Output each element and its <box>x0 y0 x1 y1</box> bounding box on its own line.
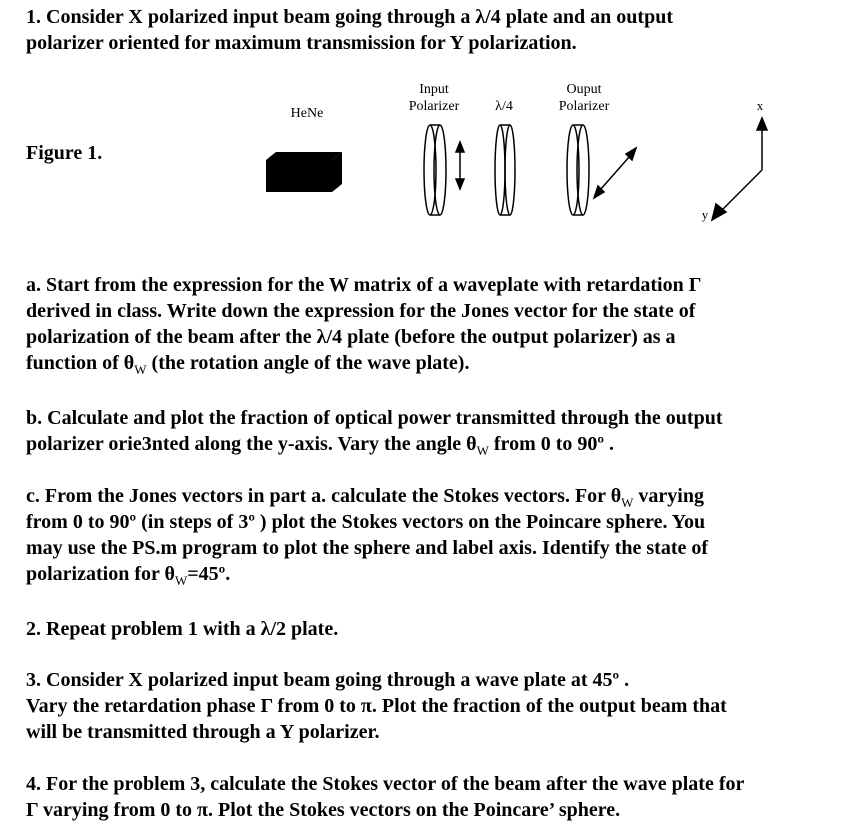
x-axis-label: x <box>756 98 764 113</box>
diagonal-polarization-arrow <box>594 148 636 198</box>
part-b-line2: polarizer orie3nted along the y-axis. Vary the angle $\theta_W$ from 0 to 90º . <box>26 433 614 458</box>
problem1-line2: polarizer oriented for maximum transmission for Y polarization. <box>26 32 577 54</box>
hene-laser <box>266 152 342 192</box>
input-polarizer-label-line2: Polarizer <box>408 99 460 114</box>
part-c-line2: from 0 to 90º (in steps of 3º ) plot the Stokes vectors on the Poincare sphere. You <box>26 511 706 533</box>
input-polarizer-label-line1: Input <box>419 82 449 97</box>
part-b-line1: b. Calculate and plot the fraction of optical power transmitted through the output <box>26 407 723 429</box>
laser-label: HeNe <box>290 106 324 121</box>
optical-setup-diagram <box>0 0 867 260</box>
quarter-wave-plate <box>495 125 515 215</box>
vertical-polarization-arrow <box>456 142 464 189</box>
problem3-line3: will be transmitted through a Y polarizer. <box>26 721 380 743</box>
part-c-line1: c. From the Jones vectors in part a. calculate the Stokes vectors. For $\theta_W$ varying <box>26 485 704 510</box>
input-polarizer <box>424 125 446 215</box>
part-c-line3: may use the PS.m program to plot the sphere and label axis. Identify the state of <box>26 537 709 559</box>
problem2-line1: 2. Repeat problem 1 with a λ/2 plate. <box>26 618 339 640</box>
figure-label: Figure 1. <box>26 142 103 164</box>
part-a-line2: derived in class. Write down the expression for the Jones vector for the state of <box>26 300 696 322</box>
y-axis-label: y <box>701 207 709 222</box>
problem3-line1: 3. Consider X polarized input beam going through a wave plate at 45º . <box>26 669 630 691</box>
part-a-line1: a. Start from the expression for the W matrix of a waveplate with retardation Γ <box>26 274 702 296</box>
problem3-line2: Vary the retardation phase Γ from 0 to π. Plot the fraction of the output beam that <box>26 695 727 717</box>
coordinate-axes <box>712 118 767 220</box>
waveplate-label: λ/4 <box>495 99 513 114</box>
part-a-line4: function of $\theta_W$ (the rotation angle of the wave plate). <box>26 352 470 377</box>
output-polarizer-label-line1: Ouput <box>566 82 602 97</box>
part-c-line4: polarization for $\theta_W=45º$. <box>26 563 231 588</box>
problem4-line1: 4. For the problem 3, calculate the Stokes vector of the beam after the wave plate for <box>26 773 745 795</box>
problem4-line2: Γ varying from 0 to π. Plot the Stokes vectors on the Poincare’ sphere. <box>26 799 621 821</box>
problem1-line1: 1. Consider X polarized input beam going through a λ/4 plate and an output <box>26 6 673 28</box>
part-a-line3: polarization of the beam after the λ/4 plate (before the output polarizer) as a <box>26 326 676 348</box>
output-polarizer-label-line2: Polarizer <box>558 99 610 114</box>
output-polarizer <box>567 125 589 215</box>
